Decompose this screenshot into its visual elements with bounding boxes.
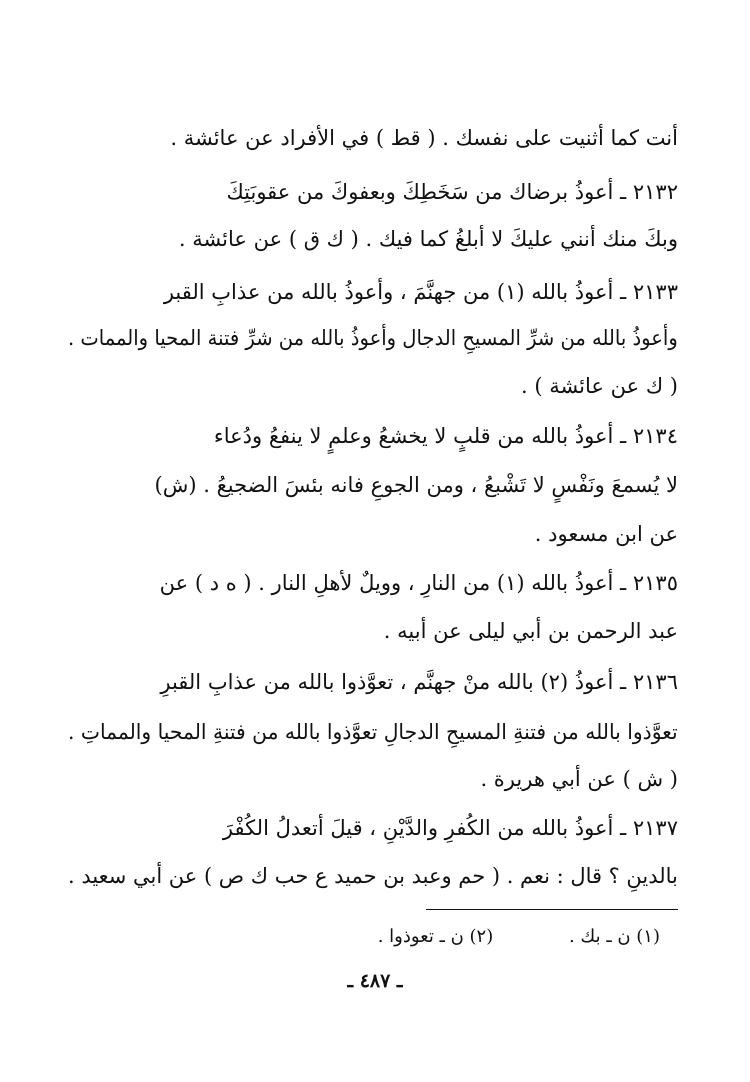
- page-number: ـ ٤٨٧ ـ: [347, 970, 403, 992]
- footnote-divider: [426, 909, 678, 910]
- text-line: ( ش ) عن أبي هريرة .: [480, 767, 678, 791]
- text-line: ( ك عن عائشة ) .: [520, 374, 678, 398]
- text-line: ٢١٣٢ ـ أعوذُ برضاك من سَخَطِكَ وبعفوكَ من عقوبَتِكَ: [226, 180, 678, 204]
- text-line: ٢١٣٧ ـ أعوذُ بالله من الكُفرِ والدَّيْنِ ، قيلَ أتعدلُ الكُفْرَ: [222, 816, 678, 840]
- text-line: أنت كما أثنيت على نفسك . ( قط ) في الأفراد عن عائشة .: [170, 126, 678, 150]
- text-line: ٢١٣٦ ـ أعوذُ (٢) بالله منْ جهنَّم ، تعوَّذوا بالله من عذابِ القبرِ: [160, 670, 678, 694]
- footnote-1: (١) ن ـ بك .: [568, 926, 660, 947]
- text-line: ٢١٣٣ ـ أعوذُ بالله (١) من جهنَّمَ ، وأعوذُ بالله من عذابِ القبر: [163, 280, 678, 304]
- text-line: وأعوذُ بالله من شرِّ المسيحِ الدجال وأعوذُ بالله من شرِّ فتنة المحيا والممات .: [68, 326, 678, 350]
- text-line: عبد الرحمن بن أبي ليلى عن أبيه .: [383, 619, 678, 643]
- footnote-2: (٢) ن ـ تعوذوا .: [377, 926, 494, 947]
- text-line: عن ابن مسعود .: [534, 522, 678, 546]
- text-line: ٢١٣٥ ـ أعوذُ بالله (١) من النارِ ، وويلٌ لأهلِ النار . ( ه د ) عن: [159, 571, 678, 595]
- text-line: بالدينِ ؟ قال : نعم . ( حم وعبد بن حميد ع حب ك ص ) عن أبي سعيد .: [68, 864, 678, 888]
- text-line: لا يُسمعَ ونَفْسٍ لا تَشْبعُ ، ومن الجوعِ فانه بئسَ الضجيعُ . (ش): [154, 473, 678, 497]
- footnotes: [100, 926, 660, 947]
- text-line: وبكَ منك أنني عليكَ لا أبلغُ كما فيك . ( ك ق ) عن عائشة .: [178, 227, 678, 251]
- text-line: تعوَّذوا بالله من فتنةِ المسيحِ الدجالِ تعوَّذوا بالله من فتنةِ المحيا والمماتِ .: [68, 720, 678, 744]
- text-line: ٢١٣٤ ـ أعوذُ بالله من قلبٍ لا يخشعُ وعلمٍ لا ينفعُ ودُعاء: [213, 424, 678, 448]
